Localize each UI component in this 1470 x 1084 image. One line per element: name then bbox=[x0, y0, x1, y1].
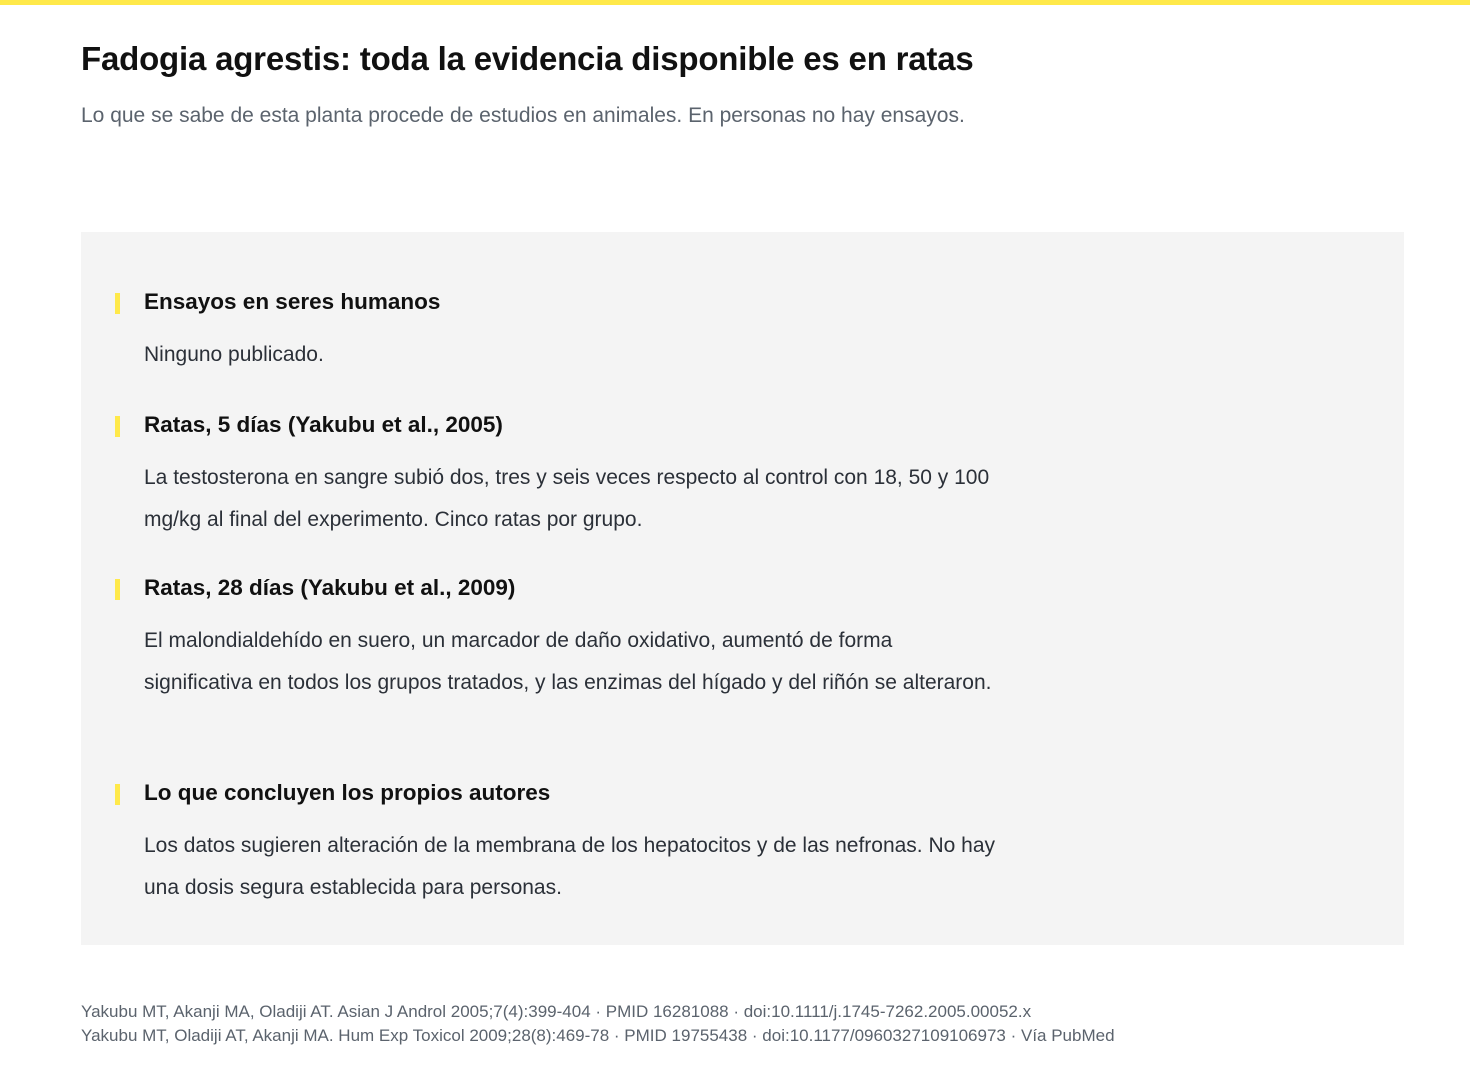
section-heading: Lo que concluyen los propios autores bbox=[144, 780, 551, 805]
section-heading: Ratas, 28 días (Yakubu et al., 2009) bbox=[144, 575, 516, 600]
section-human-trials bbox=[115, 288, 995, 376]
accent-top-bar bbox=[0, 0, 1470, 5]
section-marker bbox=[115, 784, 120, 805]
section-rats-5-days bbox=[115, 411, 995, 540]
section-body: Los datos sugieren alteración de la membrana de los hepatocitos y de las nefronas. No hay una dosis segura establecida para personas. bbox=[144, 834, 996, 899]
page-title: Fadogia agrestis: toda la evidencia disponible es en ratas bbox=[81, 40, 974, 77]
section-authors-conclusion bbox=[115, 779, 995, 908]
references bbox=[81, 1000, 1115, 1048]
section-heading: Ratas, 5 días (Yakubu et al., 2005) bbox=[144, 412, 503, 437]
section-marker bbox=[115, 579, 120, 600]
section-marker bbox=[115, 416, 120, 437]
evidence-panel bbox=[81, 232, 1404, 945]
section-rats-28-days bbox=[115, 574, 995, 703]
reference-line: Yakubu MT, Oladiji AT, Akanji MA. Hum Exp Toxicol 2009;28(8):469-78 · PMID 19755438 · doi:10.1177/0960327109106973 · Vía PubMed bbox=[81, 1026, 1115, 1045]
section-body: Ninguno publicado. bbox=[144, 343, 324, 366]
page-subtitle: Lo que se sabe de esta planta procede de estudios en animales. En personas no hay ensayos. bbox=[81, 104, 965, 127]
section-marker bbox=[115, 293, 120, 314]
section-body: La testosterona en sangre subió dos, tres y seis veces respecto al control con 18, 50 y 100 mg/kg al final del experimento. Cinco ratas por grupo. bbox=[144, 466, 990, 531]
section-body: El malondialdehído en suero, un marcador de daño oxidativo, aumentó de forma significativa en todos los grupos tratados, y las enzimas del hígado y del riñón se alteraron. bbox=[144, 629, 992, 694]
section-heading: Ensayos en seres humanos bbox=[144, 289, 441, 314]
reference-line: Yakubu MT, Akanji MA, Oladiji AT. Asian J Androl 2005;7(4):399-404 · PMID 16281088 · doi:10.1111/j.1745-7262.2005.00052.x bbox=[81, 1002, 1032, 1021]
